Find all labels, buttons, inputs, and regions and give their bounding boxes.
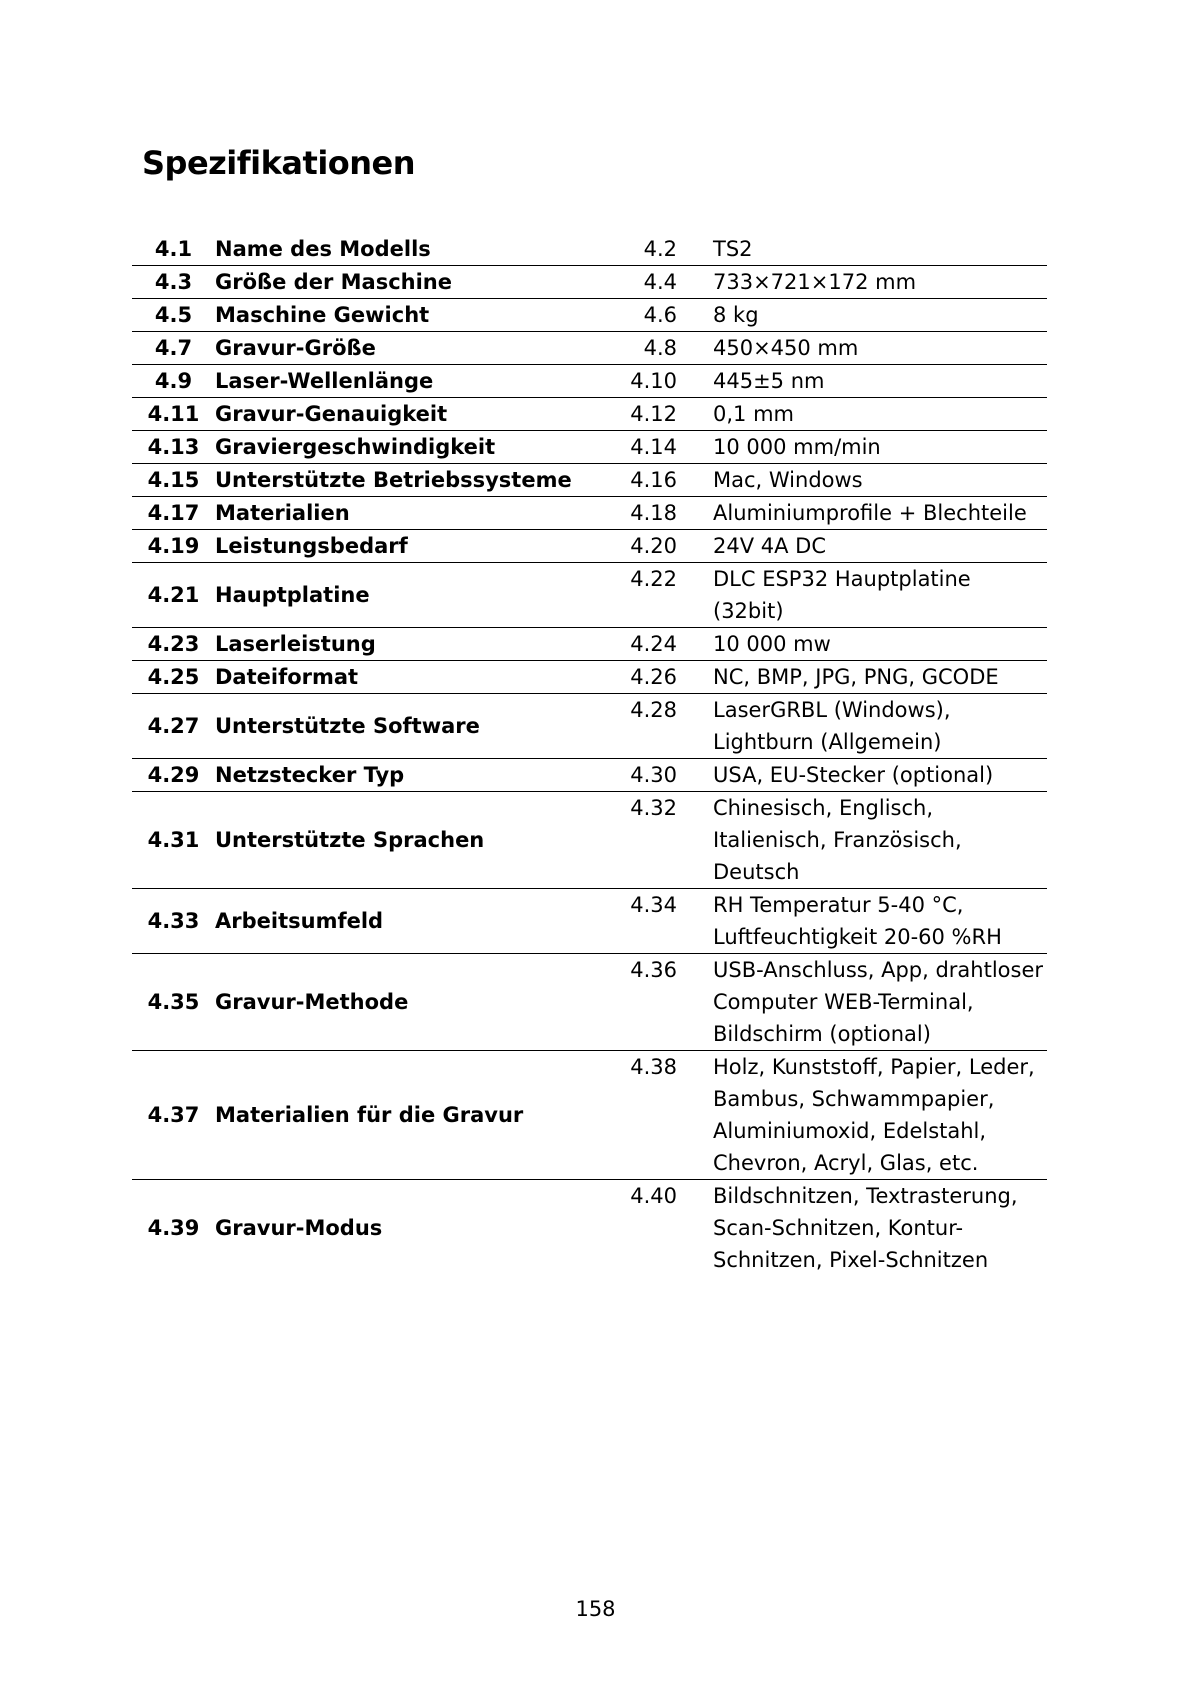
spec-value-number: 4.26 xyxy=(577,661,685,694)
table-row xyxy=(132,431,1047,464)
spec-label: Größe der Maschine xyxy=(215,266,577,299)
spec-table xyxy=(132,233,1047,1276)
table-row xyxy=(132,1051,1047,1180)
spec-value-number: 4.32 xyxy=(577,792,685,889)
spec-value-number: 4.20 xyxy=(577,530,685,563)
spec-label: Materialien xyxy=(215,497,577,530)
spec-value: 10 000 mw xyxy=(685,628,1047,661)
spec-value-number: 4.6 xyxy=(577,299,685,332)
spec-value-number: 4.12 xyxy=(577,398,685,431)
spec-value-number: 4.28 xyxy=(577,694,685,759)
spec-value-number: 4.16 xyxy=(577,464,685,497)
spec-value-number: 4.30 xyxy=(577,759,685,792)
spec-value: USB-Anschluss, App, drahtloser Computer WEB-Terminal, Bildschirm (optional) xyxy=(685,954,1047,1051)
spec-value: 0,1 mm xyxy=(685,398,1047,431)
spec-number: 4.31 xyxy=(132,792,215,889)
spec-value-number: 4.10 xyxy=(577,365,685,398)
spec-number: 4.7 xyxy=(132,332,215,365)
spec-value: 24V 4A DC xyxy=(685,530,1047,563)
spec-label: Gravur-Größe xyxy=(215,332,577,365)
spec-value-number: 4.22 xyxy=(577,563,685,628)
spec-number: 4.11 xyxy=(132,398,215,431)
table-row xyxy=(132,563,1047,628)
spec-value-number: 4.36 xyxy=(577,954,685,1051)
table-row xyxy=(132,954,1047,1051)
table-row xyxy=(132,464,1047,497)
spec-value: NC, BMP, JPG, PNG, GCODE xyxy=(685,661,1047,694)
spec-value: DLC ESP32 Hauptplatine (32bit) xyxy=(685,563,1047,628)
spec-label: Arbeitsumfeld xyxy=(215,889,577,954)
spec-number: 4.37 xyxy=(132,1051,215,1180)
spec-value: Holz, Kunststoff, Papier, Leder, Bambus, Schwammpapier, Aluminiumoxid, Edelstahl, Chevron, Acryl, Glas, etc. xyxy=(685,1051,1047,1180)
spec-value: 8 kg xyxy=(685,299,1047,332)
spec-label: Materialien für die Gravur xyxy=(215,1051,577,1180)
spec-value: USA, EU-Stecker (optional) xyxy=(685,759,1047,792)
spec-label: Name des Modells xyxy=(215,233,577,266)
spec-value: Bildschnitzen, Textrasterung, Scan-Schnitzen, Kontur-Schnitzen, Pixel-Schnitzen xyxy=(713,1184,1018,1272)
spec-number: 4.15 xyxy=(132,464,215,497)
spec-number: 4.25 xyxy=(132,661,215,694)
spec-number: 4.27 xyxy=(132,694,215,759)
spec-number: 4.39 xyxy=(147,1216,200,1240)
page-number: 158 xyxy=(575,1597,616,1621)
spec-label: Hauptplatine xyxy=(215,563,577,628)
spec-label: Gravur-Modus xyxy=(215,1216,383,1240)
spec-value-number: 4.18 xyxy=(577,497,685,530)
spec-label: Unterstützte Betriebssysteme xyxy=(215,464,577,497)
table-row xyxy=(132,233,1047,266)
page-title: Spezifikationen xyxy=(142,144,416,182)
spec-label: Gravur-Genauigkeit xyxy=(215,398,577,431)
table-row xyxy=(132,365,1047,398)
spec-value: Aluminiumprofile + Blechteile xyxy=(685,497,1047,530)
spec-value: Chinesisch, Englisch, Italienisch, Französisch, Deutsch xyxy=(685,792,1047,889)
spec-value: 10 000 mm/min xyxy=(685,431,1047,464)
spec-number: 4.1 xyxy=(132,233,215,266)
spec-number: 4.17 xyxy=(132,497,215,530)
table-row xyxy=(132,889,1047,954)
spec-value-number: 4.8 xyxy=(577,332,685,365)
spec-value: 733×721×172 mm xyxy=(685,266,1047,299)
table-row xyxy=(132,497,1047,530)
table-row xyxy=(132,332,1047,365)
spec-number: 4.9 xyxy=(132,365,215,398)
spec-value-number: 4.38 xyxy=(577,1051,685,1180)
spec-number: 4.19 xyxy=(132,530,215,563)
spec-label: Dateiformat xyxy=(215,661,577,694)
spec-number: 4.5 xyxy=(132,299,215,332)
spec-number: 4.33 xyxy=(132,889,215,954)
table-row xyxy=(132,299,1047,332)
spec-label: Laserleistung xyxy=(215,628,577,661)
table-row xyxy=(132,398,1047,431)
spec-value-number: 4.34 xyxy=(577,889,685,954)
spec-number: 4.35 xyxy=(132,954,215,1051)
spec-label: Laser-Wellenlänge xyxy=(215,365,577,398)
spec-value: 445±5 nm xyxy=(685,365,1047,398)
spec-label: Unterstützte Sprachen xyxy=(215,792,577,889)
spec-label: Maschine Gewicht xyxy=(215,299,577,332)
spec-number: 4.23 xyxy=(132,628,215,661)
spec-value: Mac, Windows xyxy=(685,464,1047,497)
spec-label: Leistungsbedarf xyxy=(215,530,577,563)
spec-number: 4.21 xyxy=(132,563,215,628)
table-row xyxy=(132,1180,1047,1277)
spec-label: Graviergeschwindigkeit xyxy=(215,431,577,464)
spec-table-body xyxy=(132,233,1047,1276)
spec-label: Unterstützte Software xyxy=(215,694,577,759)
spec-value-number: 4.2 xyxy=(577,233,685,266)
spec-value: 450×450 mm xyxy=(685,332,1047,365)
spec-label: Gravur-Methode xyxy=(215,954,577,1051)
spec-number: 4.3 xyxy=(132,266,215,299)
spec-value: TS2 xyxy=(685,233,1047,266)
spec-value-number: 4.24 xyxy=(577,628,685,661)
table-row xyxy=(132,694,1047,759)
table-row xyxy=(132,792,1047,889)
spec-value-number: 4.4 xyxy=(577,266,685,299)
table-row xyxy=(132,628,1047,661)
spec-label: Netzstecker Typ xyxy=(215,759,577,792)
spec-value-number: 4.14 xyxy=(577,431,685,464)
spec-number: 4.13 xyxy=(132,431,215,464)
table-row xyxy=(132,266,1047,299)
table-row xyxy=(132,661,1047,694)
table-row xyxy=(132,530,1047,563)
spec-value: LaserGRBL (Windows), Lightburn (Allgemein) xyxy=(685,694,1047,759)
table-row xyxy=(132,759,1047,792)
spec-value-number: 4.40 xyxy=(630,1184,677,1208)
spec-number: 4.29 xyxy=(132,759,215,792)
spec-value: RH Temperatur 5-40 °C, Luftfeuchtigkeit 20-60 %RH xyxy=(685,889,1047,954)
